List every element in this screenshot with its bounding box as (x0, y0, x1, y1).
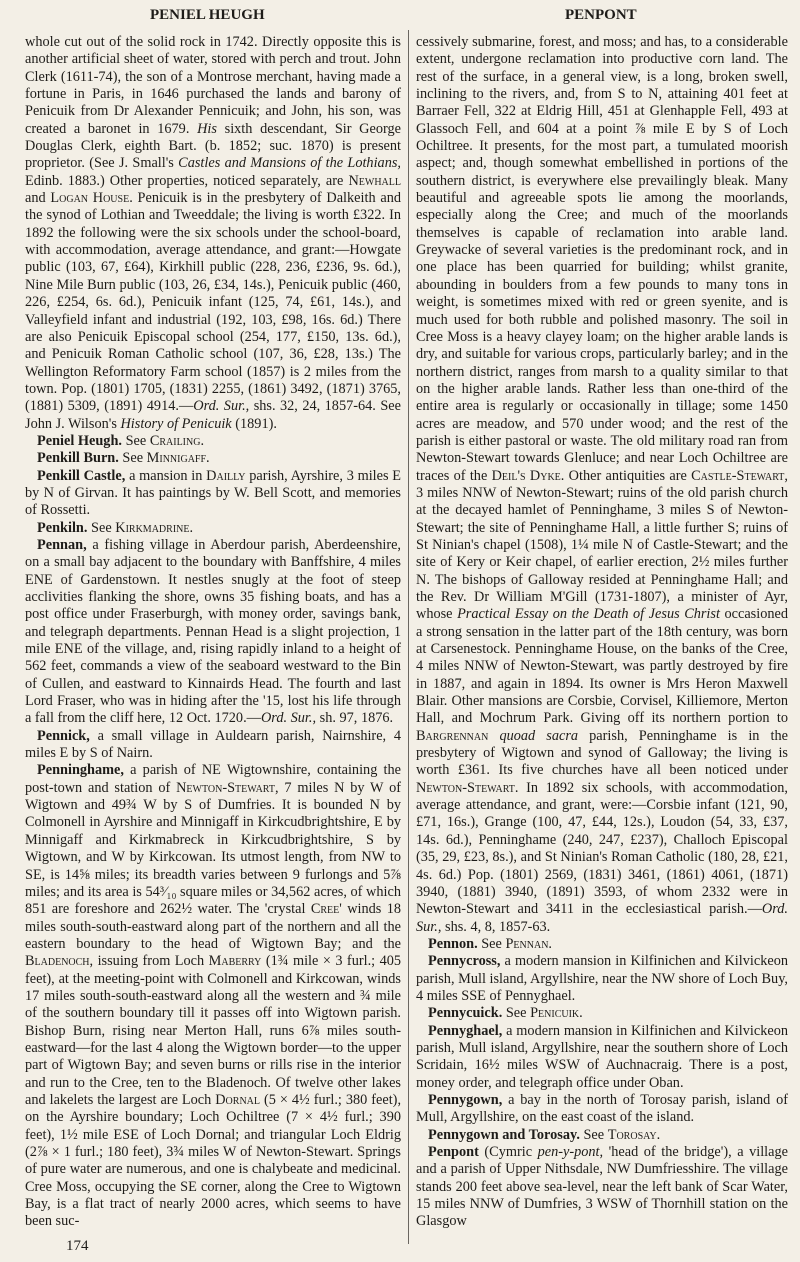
entry-pennygown-and-torosay: Pennygown and Torosay. See Torosay. (428, 1126, 661, 1143)
right-column (416, 34, 788, 1231)
header-right: PENPONT (565, 7, 637, 23)
penicuik-continued: whole cut out of the solid rock in 1742. Directly opposite this is another artificial sheet of water, stored with perch and trout. John Clerk (1611-74), the son of a Montrose merchant, having made a fortune in Paris, in 1646 purchased the lands and barony of Penicuik from Dr Alexander Pennicuik; and John, his son, was created a baronet in 1679. His sixth descendant, Sir George Douglas Clerk, eighth Bart. (b. 1852; suc. 1870) is present proprietor. (See J. Small's Castles and Mansions of the Lothians, Edinb. 1883.) Other properties, noticed separately, are Newhall and Logan House. Penicuik is in the presbytery of Dalkeith and the synod of Lothian and Tweeddale; the living is worth £322. In 1892 the following were the six schools under the school-board, with accommodation, average attendance, and grant:—Howgate public (103, 67, £64), Kirkhill public (228, 236, £236, 9s. 6d.), Nine Mile Burn public (103, 26, £34, 14s.), Penicuik public (460, 226, £254, 6s. 6d.), Penicuik infant (125, 74, £61, 14s.), and Valleyfield infant and industrial (192, 103, £98, 16s. 6d.) There are also Penicuik Episcopal school (254, 177, £150, 13s. 6d.), and Penicuik Roman Catholic school (107, 36, £28, 13s.) The Wellington Reformatory Farm school (1857) is 2 miles from the town. Pop. (1801) 1705, (1831) 2255, (1861) 3492, (1871) 3765, (1881) 5309, (1891) 4914.—Ord. Sur., shs. 32, 24, 1857-64. See John J. Wilson's History of Penicuik (1891). (25, 34, 401, 432)
column-divider (408, 30, 409, 1244)
page-number: 174 (66, 1238, 89, 1254)
entry-pennick: Pennick, a small village in Auldearn parish, Nairnshire, 4 miles E by S of Nairn. (25, 727, 401, 762)
entry-pennon: Pennon. See Pennan. (428, 935, 552, 952)
entry-penkill-castle: Penkill Castle, a mansion in Dailly parish, Ayrshire, 3 miles E by N of Girvan. It has paintings by W. Bell Scott, and memories of Rossetti. (25, 467, 402, 519)
entry-pennycuick: Pennycuick. See Penicuik. (428, 1005, 583, 1022)
entry-pennygown: Pennygown, a bay in the north of Torosay parish, island of Mull, Argyllshire, on the east coast of the island. (416, 1091, 789, 1126)
entry-pennan: Pennan, a fishing village in Aberdour parish, Aberdeenshire, on a small bay adjacent to the boundary with Banffshire, 4 miles ENE of Gardenstown. It nestles snugly at the foot of steep acclivities flanking the shore, owns 35 fishing boats, and has a post office under Fraserburgh, with money order, savings bank, and telegraph departments. Pennan Head is a slight projection, 1 mile ENE of the village, and, rising rapidly inland to a height of 562 feet, commands a view of the seaboard westward to the Bin of Cullen, and eastward to Kinnairds Head. The fourth and last Lord Fraser, who was in hiding after the '15, lost his life through a fall from the cliff here, 12 Oct. 1720.—Ord. Sur., sh. 97, 1876. (25, 536, 402, 727)
running-header (0, 4, 800, 26)
header-left: PENIEL HEUGH (150, 7, 265, 23)
penninghame-continued: cessively submarine, forest, and moss; and has, to a considerable extent, undergone reclamation into productive corn land. The rest of the surface, in a general view, is a long, broken swell, inclining to the rivers, and, from S to N, attaining 401 feet at Barraer Fell, 322 at Eldrig Hill, 451 at Glenhapple Fell, 493 at Glassoch Fell, and 604 at a point ⅞ mile E by S of Loch Ochiltree. It presents, for the most part, a tumulated moorish aspect; and, though somewhat embellished in portions of the southern district, is everywhere else prevailingly bleak. Many beautiful and agreeable spots lie among the moorlands, especially along the Cree; and much of the moorlands themselves is capable of reclamation into arable land. Greywacke of several varieties is the predominant rock, and in one place has been quarried for building; whilst granite, abounding in boulders from a few pounds to many tons in weight, is sometimes mixed with red or green syenite, and is much used for both rubble and polished masonry. The soil in Cree Moss is a heavy clayey loam; on the higher arable lands is dry, and suitable for various crops, particularly barley; and in the northern district, ranges from marsh to a quality similar to that on the higher arable lands. Rather less than one-third of the entire area is regularly or occasionally in tillage; some 1450 acres are meadow, and 570 under wood; and the rest of the parish is either pastoral or waste. The old military road ran from Newton-Stewart towards Glenluce; and near Loch Ochiltree are traces of the Deil's Dyke. Other antiquities are Castle-Stewart, 3 miles NNW of Newton-Stewart; ruins of the old parish church at the decayed hamlet of Penninghame, 3 miles S of Newton-Stewart; the site of Penninghame Hall, a little further S; ruins of St Ninian's chapel (1508), 1¼ mile N of Castle-Stewart; and the site of Kery or Keir chapel, of earlier erection, 2½ miles further N. The bishops of Galloway resided at Penninghame Hall; and the Rev. Dr William M'Gill (1731-1807), a minister of Ayr, whose Practical Essay on the Death of Jesus Christ occasioned a strong sensation in the latter part of the 18th century, was born at Carsenestock. Penninghame House, on the banks of the Cree, 4 miles NNW of Newton-Stewart, was partly destroyed by fire in 1887, and again in 1894. Its owner is Mrs Heron Maxwell Blair. Other mansions are Corsbie, Corvisel, Killiemore, Merton Hall, and Mochrum Park. Giving off its northern portion to Bargrennan quoad sacra parish, Penninghame is in the presbytery of Wigtown and synod of Galloway; the living is worth £361. Its five churches have all been noticed under Newton-Stewart. In 1892 six schools, with accommodation, average attendance, and grant, were:—Corsbie infant (121, 90, £71, 16s.), Grange (100, 47, £44, 12s.), Loudon (54, 33, £37, 14s. 6d.), Penninghame (240, 247, £237), Challoch Episcopal (35, 29, £23, 8s.), and St Ninian's Roman Catholic (180, 28, £21, 4s. 6d.) Pop. (1801) 2569, (1831) 3461, (1861) 4061, (1871) 3940, (1881) 3940, (1891) 3593, of whom 2332 were in Newton-Stewart and 3411 in the ecclesiastical parish.—Ord. Sur., shs. 4, 8, 1857-63. (416, 34, 789, 935)
entry-penninghame: Penninghame, a parish of NE Wigtownshire, containing the post-town and station of Newton-Stewart, 7 miles N by W of Wigtown and 49¾ W by S of Dumfries. It is bounded N by Colmonell in Ayrshire and Minnigaff in Kirkcudbrightshire, E by Minnigaff and Kirkmabreck in Kirkcudbrightshire, S by Wigtown, and W by Kirkcowan. Its utmost length, from NW to SE, is 14⅝ miles; its breadth varies between 9 furlongs and 5⅞ miles; and its area is 54³⁄₁₀ square miles or 34,562 acres, of which 851 are foreshore and 262½ water. The 'crystal Cree' winds 18 miles south-south-eastward along part of the northern and all the eastern boundary to the head of Wigtown Bay; and the Bladenoch, issuing from Loch Maberry (1¾ mile × 3 furl.; 405 feet), at the meeting-point with Colmonell and Kirkcowan, winds 17 miles south-south-eastward along all the western and ¾ mile of the southern boundary till it passes off into Wigtown parish. Bishop Burn, rising near Merton Hall, runs 6⅞ miles south-eastward—for the last 4 along the Wigtown border—to the upper part of Wigtown Bay; and seven burns or rills rise in the interior and run to the Cree, ten to the Bladenoch. Of twelve other lakes and lakelets the largest are Loch Dornal (5 × 4½ furl.; 380 feet), on the Ayrshire boundary; Loch Ochiltree (7 × 4½ furl.; 390 feet), 1½ mile ESE of Loch Dornal; and triangular Loch Eldrig (2⅞ × 1 furl.; 180 feet), 3¾ miles W of Newton-Stewart. Springs of pure water are numerous, and one is chalybeate and medicinal. Cree Moss, occupying the SE corner, along the Cree to Wigtown Bay, is a flat tract of nearly 2000 acres, which seems to have been suc- (25, 762, 402, 1230)
entry-pennycross: Pennycross, a modern mansion in Kilfinichen and Kilvickeon parish, Mull island, Argyllshire, near the NW shore of Loch Buy, 4 miles SSE of Pennyghael. (416, 953, 789, 1004)
entry-pennyghael: Pennyghael, a modern mansion in Kilfinichen and Kilvickeon parish, Mull island, Argyllshire, near the southern shore of Loch Scridain, 16½ miles WSW of Auchnacraig. There is a post, money order, and telegraph office under Oban. (416, 1022, 789, 1091)
entry-penkiln: Penkiln. See Kirkmadrine. (37, 519, 194, 536)
left-column (25, 34, 401, 1231)
entry-peniel-heugh: Peniel Heugh. See Crailing. (37, 432, 205, 449)
entry-penpont: Penpont (Cymric pen-y-pont, 'head of the bridge'), a village and a parish of Upper Nithsdale, NW Dumfriesshire. The village stands 200 feet above sea-level, near the left bank of Scar Water, 15 miles NNW of Dumfries, 3 WSW of Thornhill station on the Glasgow (416, 1144, 788, 1230)
entry-penkill-burn: Penkill Burn. See Minnigaff. (37, 450, 210, 467)
